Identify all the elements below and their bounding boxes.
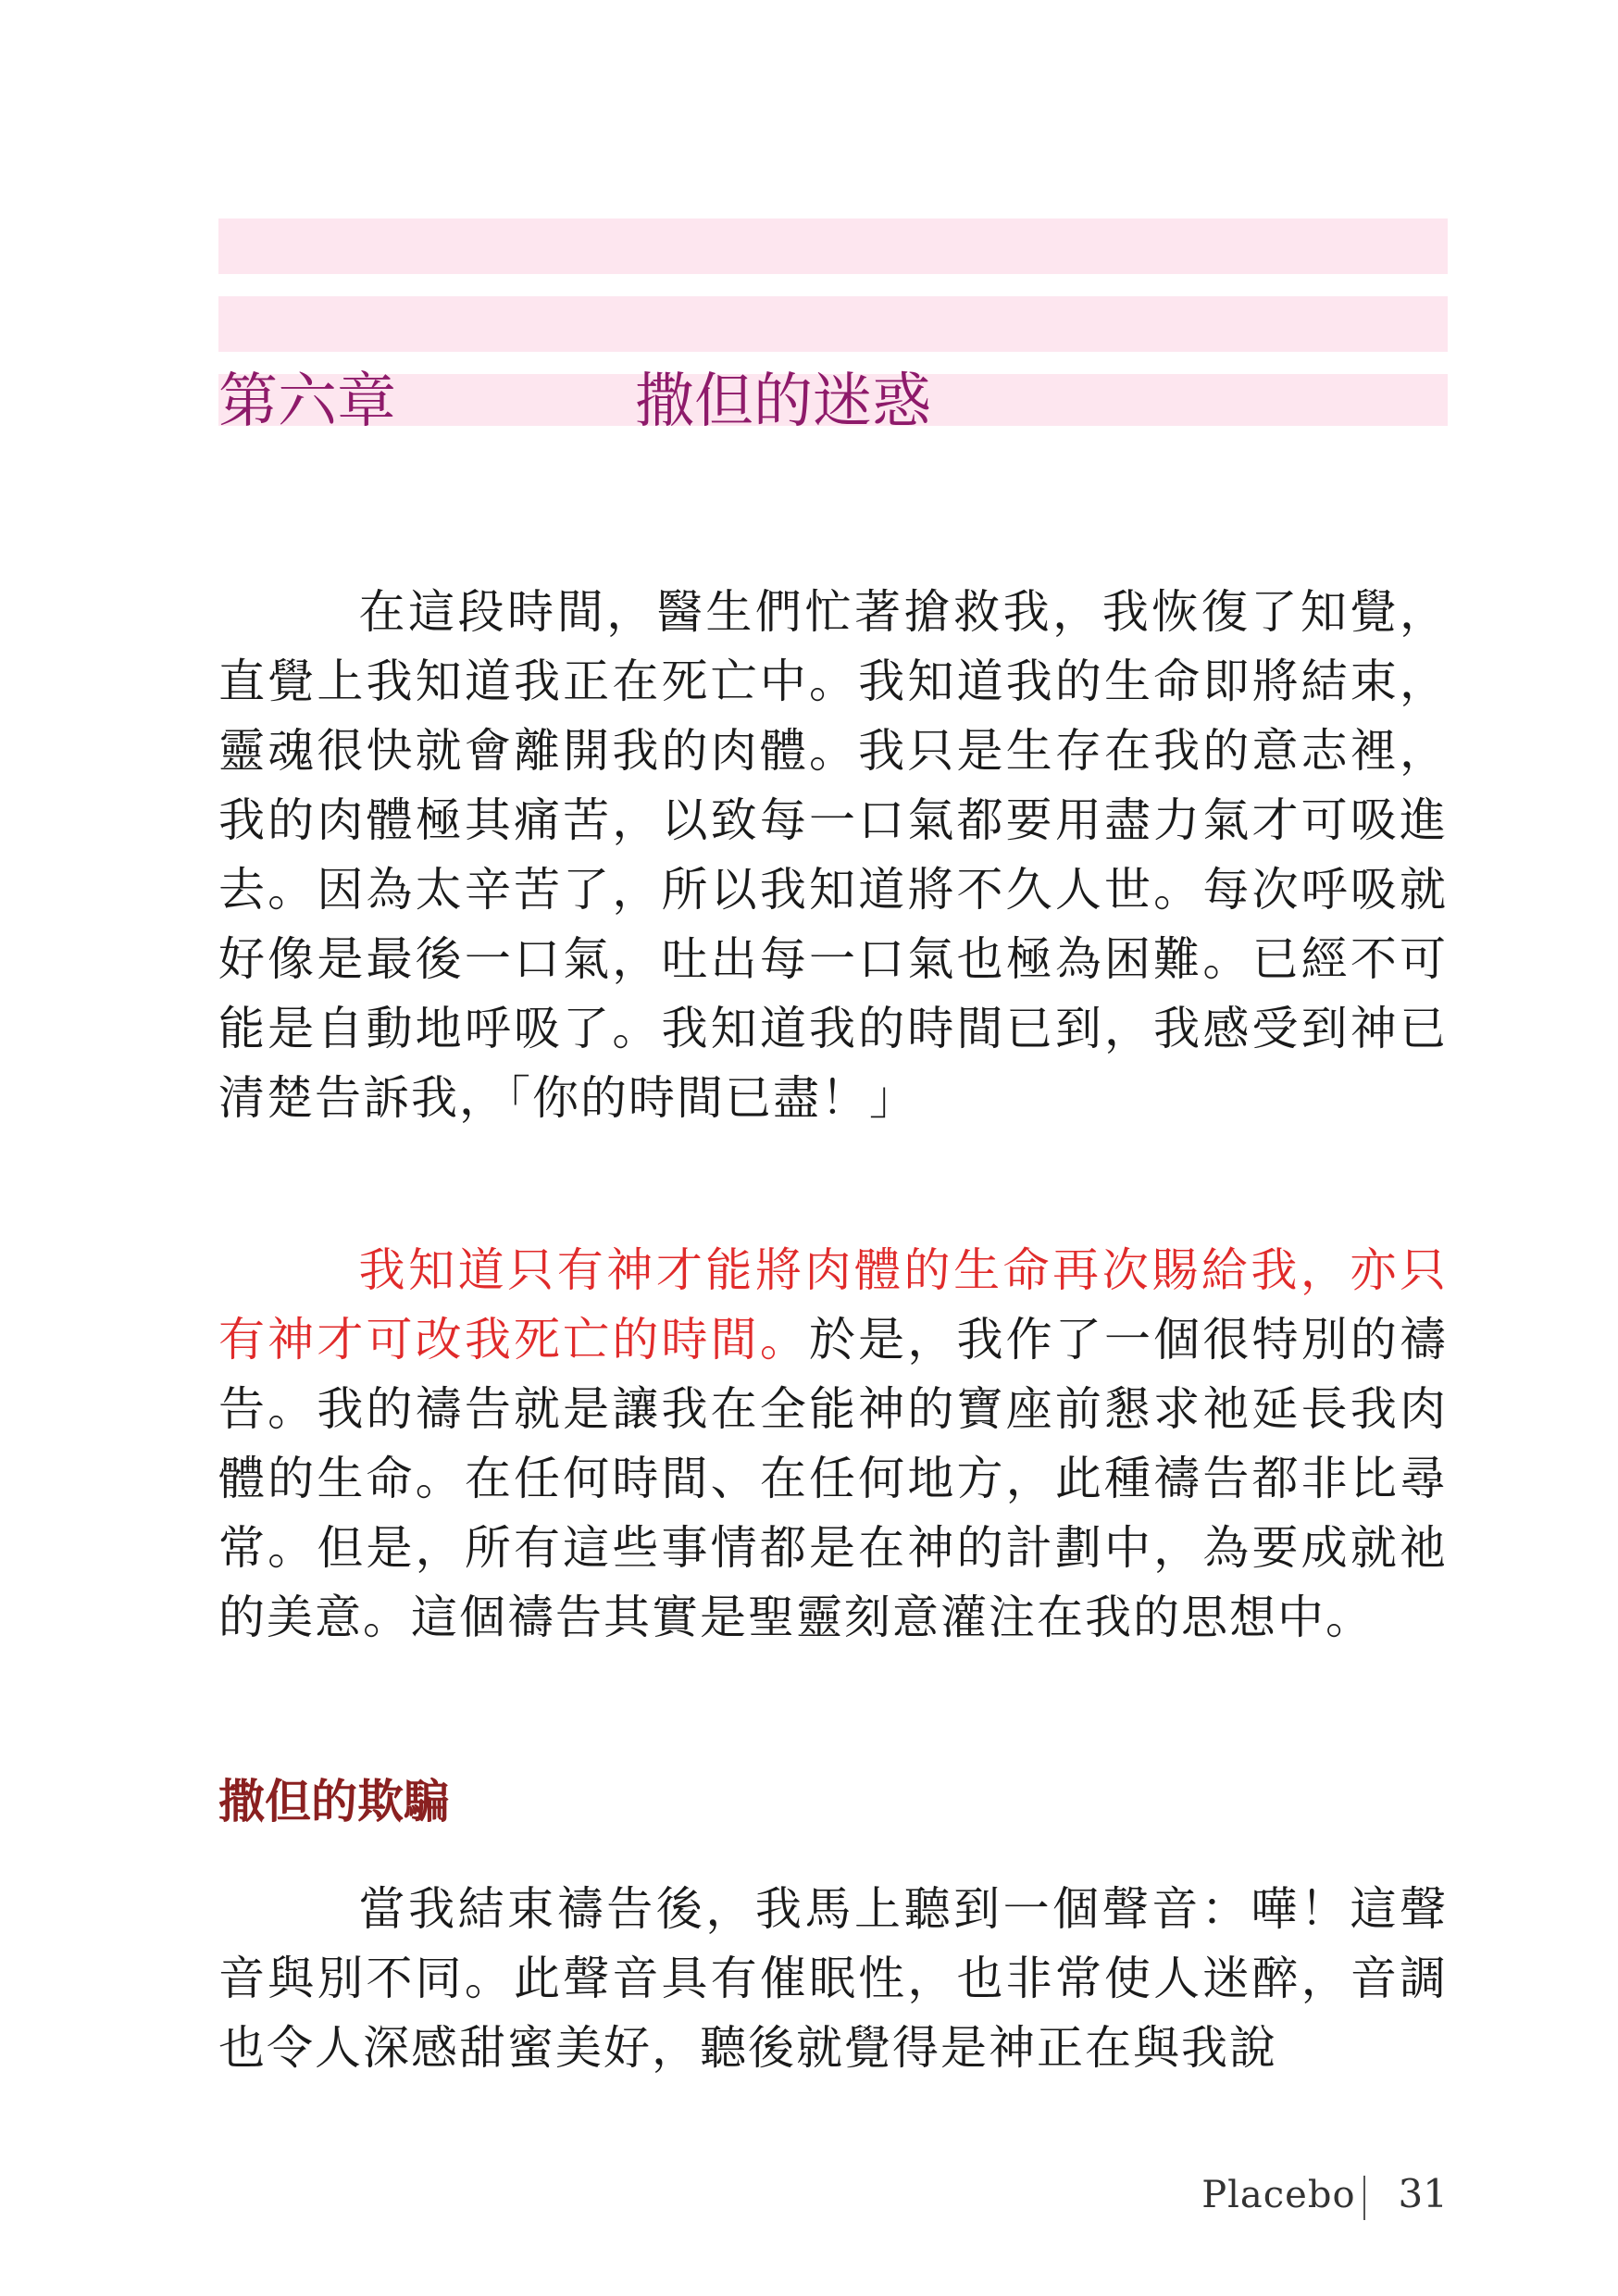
book-title: Placebo bbox=[1201, 2174, 1356, 2216]
body-paragraph-3 bbox=[218, 1875, 1448, 2083]
paragraph-3-text: 當我結束禱告後，我馬上聽到一個聲音：嘩！這聲音與別不同。此聲音具有催眠性，也非常使人迷醉，音調也令人深感甜蜜美好，聽後就覺得是神正在與我說 bbox=[218, 1882, 1448, 2075]
page-number: 31 bbox=[1398, 2171, 1448, 2216]
paragraph-1-text: 在這段時間，醫生們忙著搶救我，我恢復了知覺，直覺上我知道我正在死亡中。我知道我的生命即將結束，靈魂很快就會離開我的肉體。我只是生存在我的意志裡，我的肉體極其痛苦，以致每一口氣都要用盡力氣才可吸進去。因為太辛苦了，所以我知道將不久人世。每次呼吸就好像是最後一口氣，吐出每一口氣也極為困難。已經不可能是自動地呼吸了。我知道我的時間已到，我感受到神已清楚告訴我，「你的時間已盡！」 bbox=[218, 585, 1448, 1125]
paragraph-2-text: 於是，我作了一個很特別的禱告。我的禱告就是讓我在全能神的寶座前懇求祂延長我肉體的生命。在任何時間、在任何地方，此種禱告都非比尋常。但是，所有這些事情都是在神的計劃中，為要成就祂的美意。這個禱告其實是聖靈刻意灌注在我的思想中。 bbox=[218, 1313, 1448, 1644]
chapter-heading bbox=[218, 356, 1448, 448]
footer-divider bbox=[1363, 2176, 1365, 2220]
paragraph-2-highlighted-text: 我知道只有神才能將肉體的生命再次賜給我，亦只有神才可改我死亡的時間。 bbox=[218, 1243, 1448, 1366]
section-heading: 撒但的欺騙 bbox=[218, 1774, 450, 1828]
page-footer bbox=[1201, 2157, 1448, 2231]
chapter-title: 撒但的迷惑 bbox=[635, 368, 931, 436]
body-paragraph-1 bbox=[218, 578, 1448, 1133]
chapter-number: 第六章 bbox=[218, 368, 396, 436]
header-band-top bbox=[218, 218, 1448, 274]
header-band-middle bbox=[218, 296, 1448, 352]
body-paragraph-2 bbox=[218, 1236, 1448, 1653]
